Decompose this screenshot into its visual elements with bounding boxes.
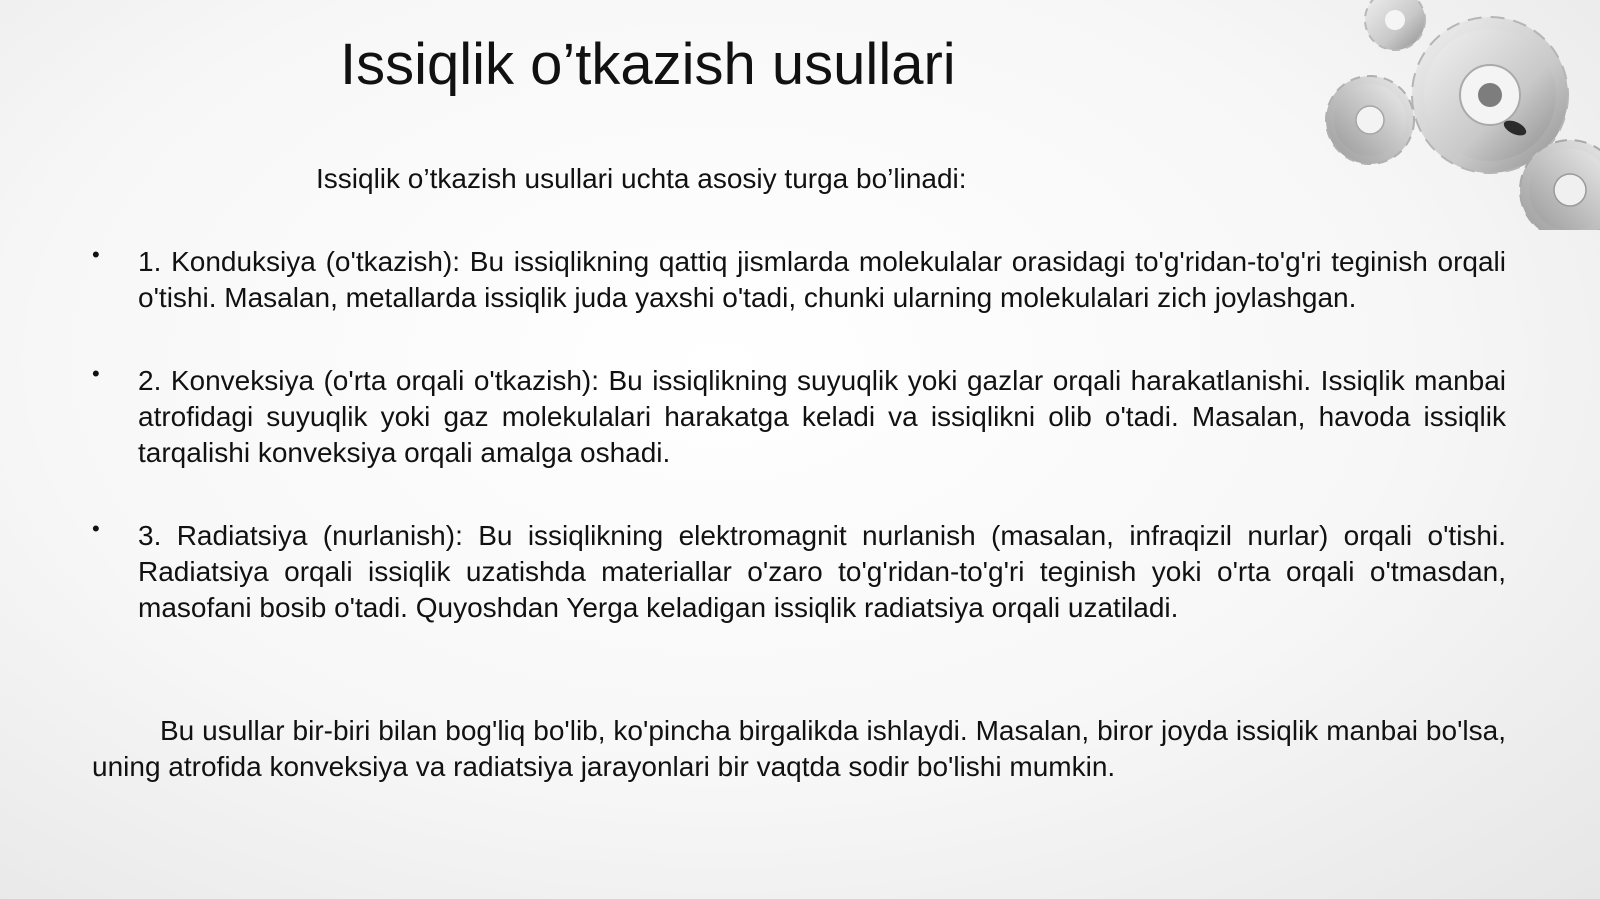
bullet-marker: • xyxy=(92,516,100,541)
gears-icon xyxy=(1300,0,1600,230)
list-item xyxy=(92,363,1506,471)
bullet-text: 3. Radiatsiya (nurlanish): Bu issiqlikning elektromagnit nurlanish (masalan, infraqizil nurlar) orqali o'tishi. Radiatsiya orqali issiqlik uzatishda materiallar o'zaro to'g'ridan-to'g'ri teginish yoki o'rta orqali o'tmasdan, masofani bosib o'tadi. Quyoshdan Yerga keladigan issiqlik radiatsiya orqali uzatiladi. xyxy=(138,520,1506,623)
list-item xyxy=(92,518,1506,626)
list-item xyxy=(92,244,1506,316)
conclusion-paragraph: Bu usullar bir-biri bilan bog'liq bo'lib, ko'pincha birgalikda ishlaydi. Masalan, biror joyda issiqlik manbai bo'lsa, uning atrofida konveksiya va radiatsiya jarayonlari bir vaqtda sodir bo'lishi mumkin. xyxy=(92,715,1506,782)
slide-title: Issiqlik o’tkazish usullari xyxy=(340,32,956,97)
bullet-text: 2. Konveksiya (o'rta orqali o'tkazish): Bu issiqlikning suyuqlik yoki gazlar orqali harakatlanishi. Issiqlik manbai atrofidagi suyuqlik yoki gaz molekulalari harakatga keladi va issiqlikni olib o'tadi. Masalan, havoda issiqlik tarqalishi konveksiya orqali amalga oshadi. xyxy=(138,365,1506,468)
bullet-text: 1. Konduksiya (o'tkazish): Bu issiqlikning qattiq jismlarda molekulalar orasidagi to'g'ridan-to'g'ri teginish orqali o'tishi. Masalan, metallarda issiqlik juda yaxshi o'tadi, chunki ularning molekulalari zich joylashgan. xyxy=(138,246,1506,313)
bullet-list xyxy=(92,244,1506,673)
bullet-marker: • xyxy=(92,242,100,267)
slide-subtitle: Issiqlik o’tkazish usullari uchta asosiy turga bo’linadi: xyxy=(316,163,967,194)
bullet-marker: • xyxy=(92,361,100,386)
